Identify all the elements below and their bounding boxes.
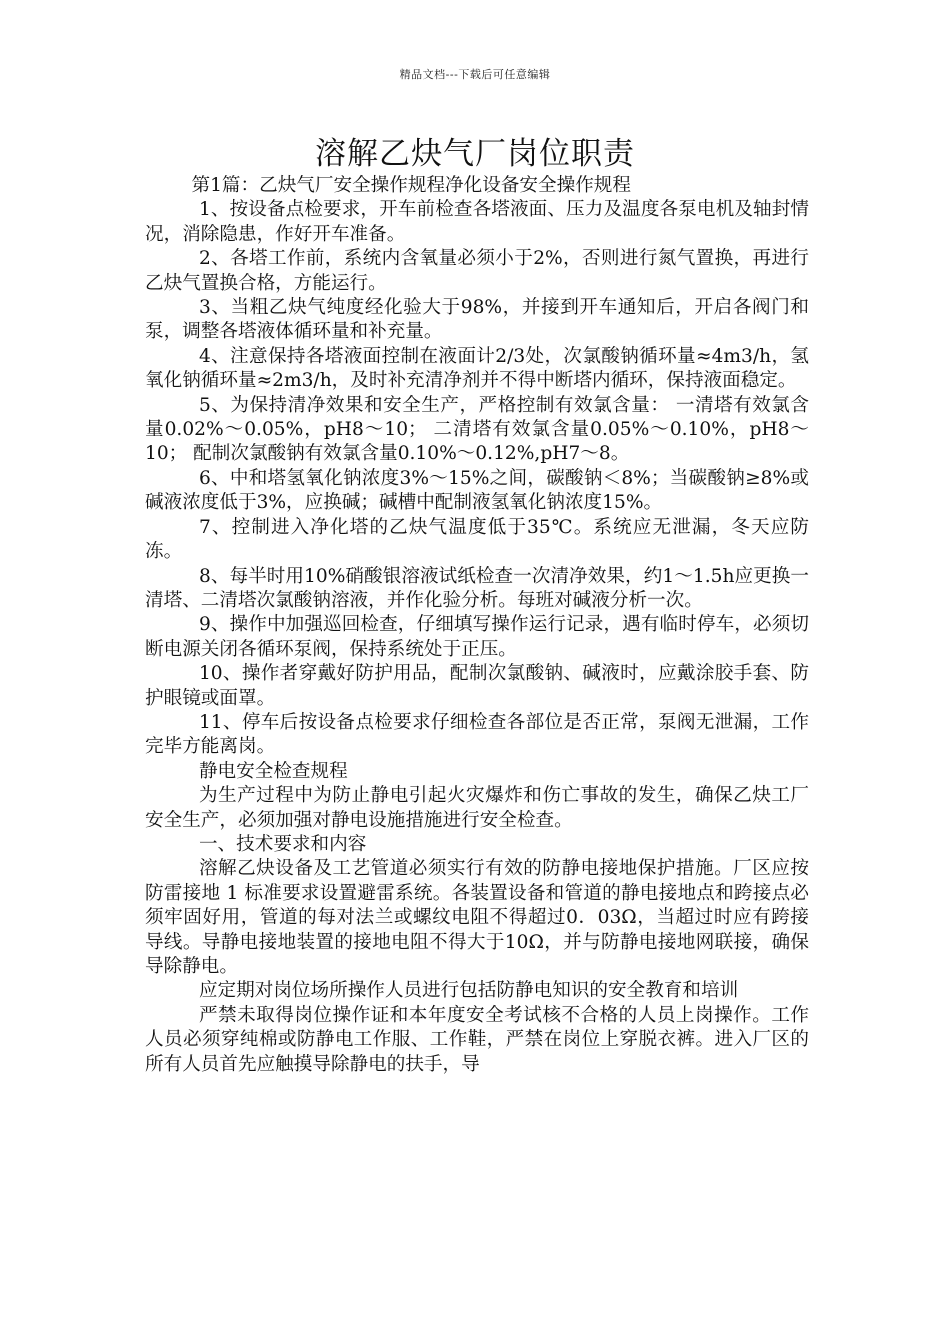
document-body — [145, 174, 809, 1077]
paragraph-11: 11、停车后按设备点检要求仔细检查各部位是否正常，泵阀无泄漏，工作完毕方能离岗。 — [145, 711, 809, 758]
section-heading-static-safety: 静电安全检查规程 — [198, 760, 348, 782]
header-note: 精品文档---下载后可任意编辑 — [399, 68, 551, 81]
section-subtitle: 第1篇：乙炔气厂安全操作规程净化设备安全操作规程 — [191, 175, 631, 196]
paragraph-5: 5、为保持清净效果和安全生产，严格控制有效氯含量： 一清塔有效氯含量0.02%～0.05%，pH8～10； 二清塔有效氯含量0.05%～0.10%，pH8～10； 配制次氯酸钠有效氯含量0.10%～0.12%,pH7～8。 — [145, 394, 809, 465]
paragraph-2: 2、各塔工作前，系统内含氧量必须小于2%，否则进行氮气置换，再进行乙炔气置换合格，方能运行。 — [145, 248, 809, 294]
paragraph-8: 8、每半时用10%硝酸银溶液试纸检查一次清净效果，约1～1.5h应更换一清塔、二清塔次氯酸钠溶液，并作化验分析。每班对碱液分析一次。 — [145, 565, 809, 611]
paragraph-static-intro: 为生产过程中为防止静电引起火灾爆炸和伤亡事故的发生，确保乙炔工厂安全生产，必须加强对静电设施措施进行安全检查。 — [145, 785, 809, 831]
paragraph-4: 4、注意保持各塔液面控制在液面计2/3处，次氯酸钠循环量≈4m3/h，氢氧化钠循环量≈2m3/h，及时补充清净剂并不得中断塔内循环，保持液面稳定。 — [145, 345, 809, 392]
paragraph-9: 9、操作中加强巡回检查，仔细填写操作运行记录，遇有临时停车，必须切断电源关闭各循环泵阀，保持系统处于正压。 — [145, 614, 809, 660]
paragraph-10: 10、操作者穿戴好防护用品，配制次氯酸钠、碱液时，应戴涂胶手套、防护眼镜或面罩。 — [145, 663, 809, 709]
paragraph-grounding: 溶解乙炔设备及工艺管道必须实行有效的防静电接地保护措施。厂区应按防雷接地 1 标准要求设置避雷系统。各装置设备和管道的静电接地点和跨接点必须牢固好用，管道的每对法兰或螺纹电阻不得超过0．03Ω，当超过时应有跨接导线。导静电接地装置的接地电阻不得大于10Ω，并与防静电接地网联接，确保导除静电。 — [145, 858, 809, 977]
paragraph-training: 应定期对岗位场所操作人员进行包括防静电知识的安全教育和培训 — [198, 980, 739, 1002]
paragraph-personnel: 严禁未取得岗位操作证和本年度安全考试核不合格的人员上岗操作。工作人员必须穿纯棉或防静电工作服、工作鞋，严禁在岗位上穿脱衣裤。进入厂区的所有人员首先应触摸导除静电的扶手，导 — [145, 1004, 809, 1075]
document-title: 溶解乙炔气厂岗位职责 — [315, 136, 635, 172]
paragraph-7: 7、控制进入净化塔的乙炔气温度低于35℃。系统应无泄漏，冬天应防冻。 — [145, 516, 809, 563]
paragraph-3: 3、当粗乙炔气纯度经化验大于98%，并接到开车通知后，开启各阀门和泵，调整各塔液体循环量和补充量。 — [145, 297, 809, 343]
section-heading-technical-requirements: 一、技术要求和内容 — [198, 833, 367, 855]
paragraph-6: 6、中和塔氢氧化钠浓度3%～15%之间，碳酸钠＜8%；当碳酸钠≥8%或碱液浓度低于3%，应换碱；碱槽中配制液氢氧化钠浓度15%。 — [145, 467, 809, 514]
paragraph-1: 1、按设备点检要求，开车前检查各塔液面、压力及温度各泵电机及轴封情况，消除隐患，作好开车准备。 — [145, 199, 809, 245]
